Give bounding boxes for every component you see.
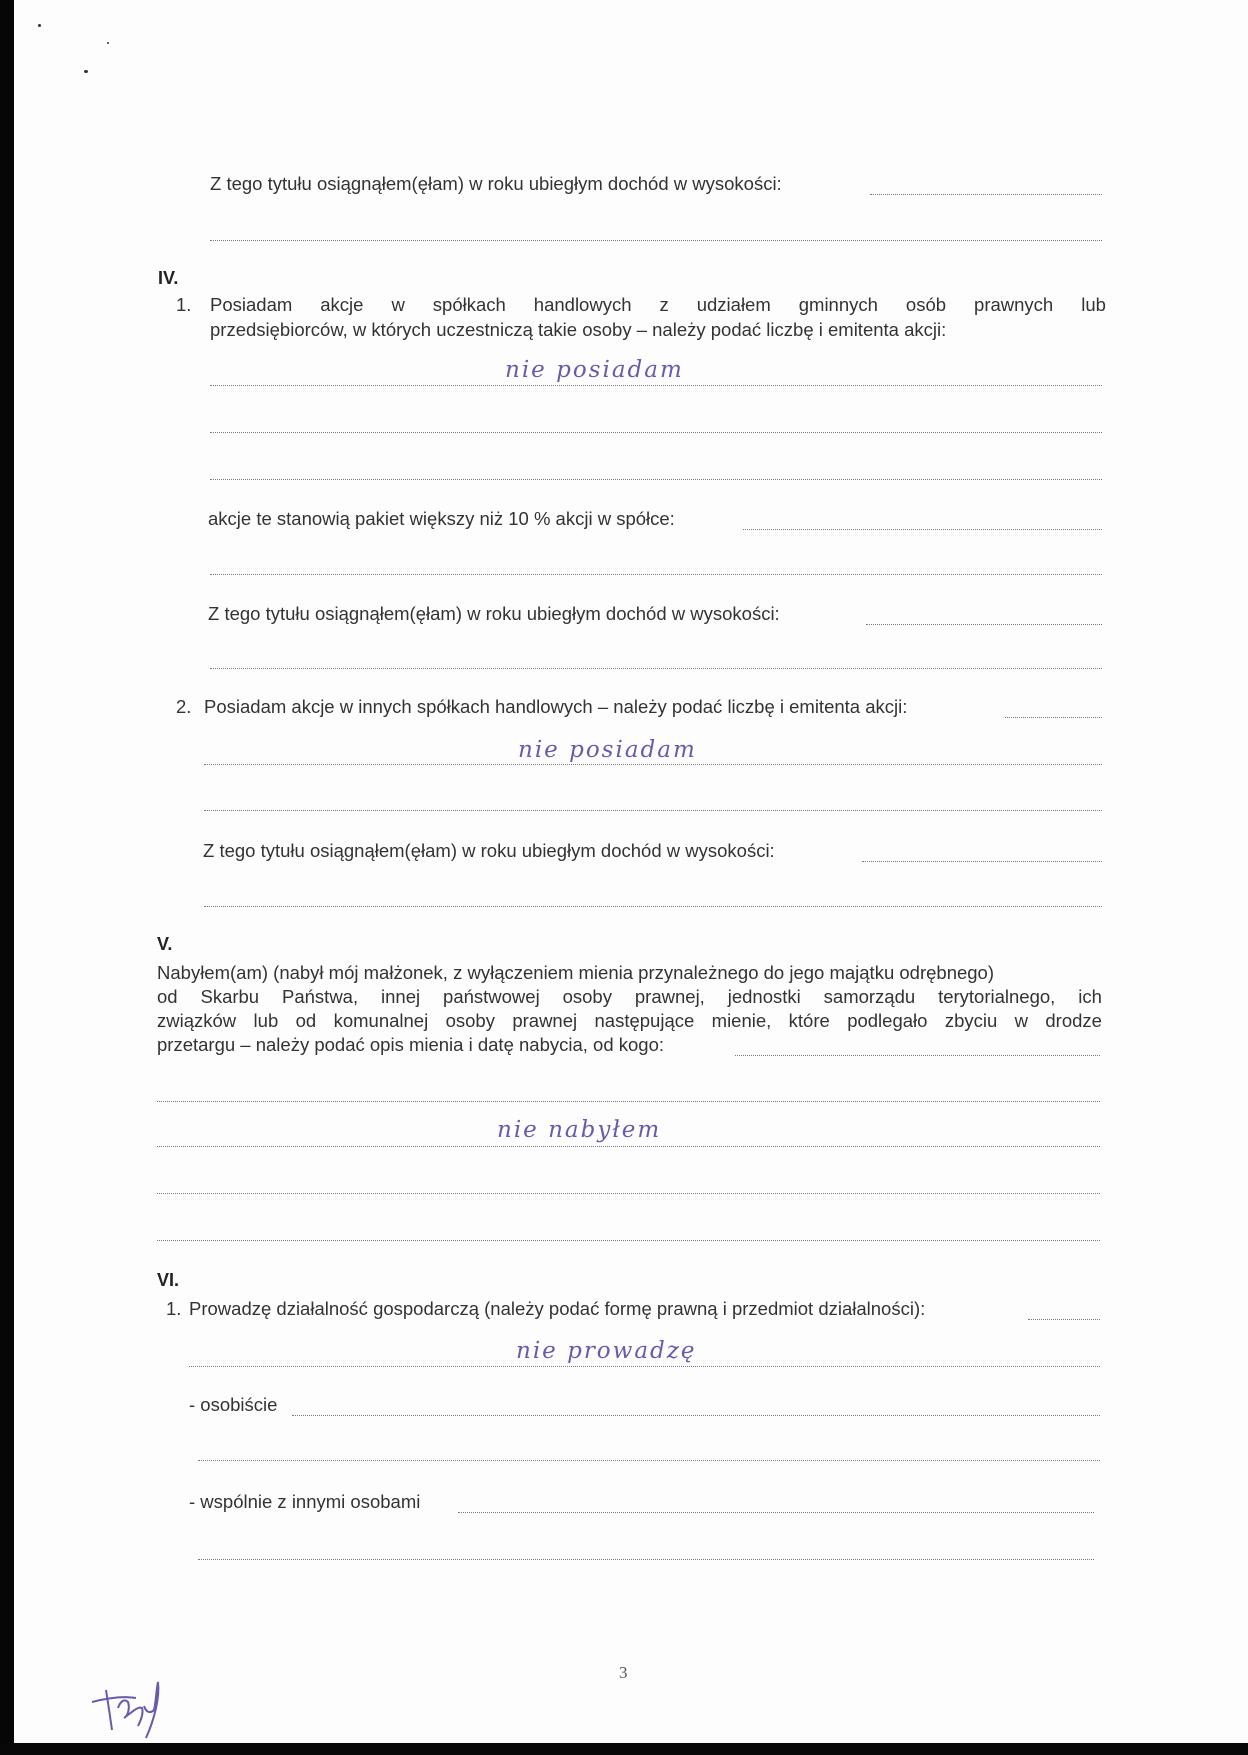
word: zbyciu	[944, 1010, 998, 1031]
fill-line	[1005, 717, 1102, 718]
word: jednostki	[727, 986, 801, 1007]
scan-bottom-edge	[0, 1743, 1248, 1755]
section-vi-heading: VI.	[157, 1270, 180, 1290]
word: prawnej,	[634, 986, 705, 1007]
word: z	[659, 294, 669, 315]
word: akcje	[320, 294, 364, 315]
fill-line	[157, 1146, 1100, 1147]
fill-line	[210, 574, 1102, 575]
handwritten-answer: nie prowadzę	[516, 1338, 697, 1364]
over-10-percent-label: akcje te stanowią pakiet większy niż 10 % akcji w spółce:	[208, 508, 675, 529]
fill-line	[458, 1512, 1094, 1513]
word: od	[157, 986, 178, 1007]
scan-left-edge	[0, 0, 14, 1755]
item-number: 2.	[176, 696, 192, 717]
word: Państwa,	[282, 986, 359, 1007]
income-label: Z tego tytułu osiągnąłem(ęłam) w roku ubiegłym dochód w wysokości:	[208, 603, 780, 624]
word: następujące	[594, 1010, 695, 1031]
scan-speck	[84, 70, 88, 73]
word: w	[1014, 1010, 1029, 1031]
fill-line	[1028, 1319, 1100, 1320]
word: osoby	[445, 1010, 495, 1031]
scan-speck	[38, 24, 41, 27]
word: mienie,	[711, 1010, 772, 1031]
scan-speck	[107, 42, 109, 44]
fill-line	[210, 432, 1102, 433]
section-vi-item1-text: Prowadzę działalność gospodarczą (należy podać formę prawną i przedmiot działalności):	[189, 1298, 926, 1319]
fill-line	[210, 479, 1102, 480]
word: innej	[381, 986, 421, 1007]
word: samorządu	[823, 986, 916, 1007]
section-v-heading: V.	[157, 934, 173, 954]
page-number: 3	[619, 1663, 628, 1682]
income-label: Z tego tytułu osiągnąłem(ęłam) w roku ubiegłym dochód w wysokości:	[203, 840, 775, 861]
jointly-label: - wspólnie z innymi osobami	[189, 1491, 421, 1512]
fill-line	[198, 1460, 1100, 1461]
fill-line	[157, 1240, 1100, 1241]
section-v-line1: Nabyłem(am) (nabył mój małżonek, z wyłączeniem mienia przynależnego do jego majątku odrębnego)	[157, 962, 995, 983]
item-number: 1.	[166, 1298, 182, 1319]
word: które	[788, 1010, 830, 1031]
word: ich	[1078, 986, 1102, 1007]
fill-line	[735, 1055, 1100, 1056]
section-v-line3	[157, 1010, 1102, 1032]
fill-line	[157, 1101, 1100, 1102]
word: lub	[1081, 294, 1106, 315]
fill-line	[198, 1559, 1094, 1560]
fill-line	[292, 1415, 1100, 1416]
word: związków	[157, 1010, 237, 1031]
word: komunalnej	[333, 1010, 429, 1031]
fill-line	[870, 194, 1102, 195]
handwritten-answer: nie posiadam	[505, 357, 684, 383]
handwritten-answer: nie nabyłem	[497, 1117, 662, 1143]
word: prawnej	[512, 1010, 578, 1031]
item-number: 1.	[176, 294, 192, 315]
word: podlegało	[847, 1010, 928, 1031]
fill-line	[210, 240, 1102, 241]
handwritten-signature	[88, 1672, 168, 1744]
fill-line	[866, 624, 1102, 625]
fill-line	[157, 1193, 1100, 1194]
word: prawnych	[974, 294, 1054, 315]
personal-label: - osobiście	[189, 1394, 278, 1415]
handwritten-answer: nie posiadam	[518, 737, 697, 763]
word: w	[391, 294, 405, 315]
fill-line	[743, 529, 1102, 530]
word: gminnych	[798, 294, 878, 315]
income-label-top: Z tego tytułu osiągnąłem(ęłam) w roku ubiegłym dochód w wysokości:	[210, 173, 782, 194]
section-iv-heading: IV.	[158, 268, 179, 288]
fill-line	[189, 1366, 1100, 1367]
word: handlowych	[533, 294, 632, 315]
word: osoby	[562, 986, 612, 1007]
section-iv-item2-text: Posiadam akcje w innych spółkach handlowych – należy podać liczbę i emitenta akcji:	[204, 696, 908, 717]
word: udziałem	[696, 294, 771, 315]
word: Posiadam	[210, 294, 293, 315]
fill-line	[210, 385, 1102, 386]
word: drodze	[1045, 1010, 1102, 1031]
fill-line	[204, 764, 1102, 765]
word: terytorialnego,	[938, 986, 1056, 1007]
fill-line	[204, 810, 1102, 811]
word: Skarbu	[200, 986, 260, 1007]
section-iv-item1-line1	[210, 294, 1106, 316]
word: osób	[905, 294, 947, 315]
section-iv-item1-line2: przedsiębiorców, w których uczestniczą takie osoby – należy podać liczbę i emitenta akcji:	[210, 319, 947, 340]
section-v-line4: przetargu – należy podać opis mienia i datę nabycia, od kogo:	[157, 1034, 665, 1055]
section-v-line2	[157, 986, 1102, 1008]
word: lub	[253, 1010, 279, 1031]
word: państwowej	[443, 986, 540, 1007]
fill-line	[210, 668, 1102, 669]
fill-line	[204, 906, 1102, 907]
word: od	[295, 1010, 317, 1031]
word: spółkach	[432, 294, 506, 315]
fill-line	[862, 861, 1102, 862]
